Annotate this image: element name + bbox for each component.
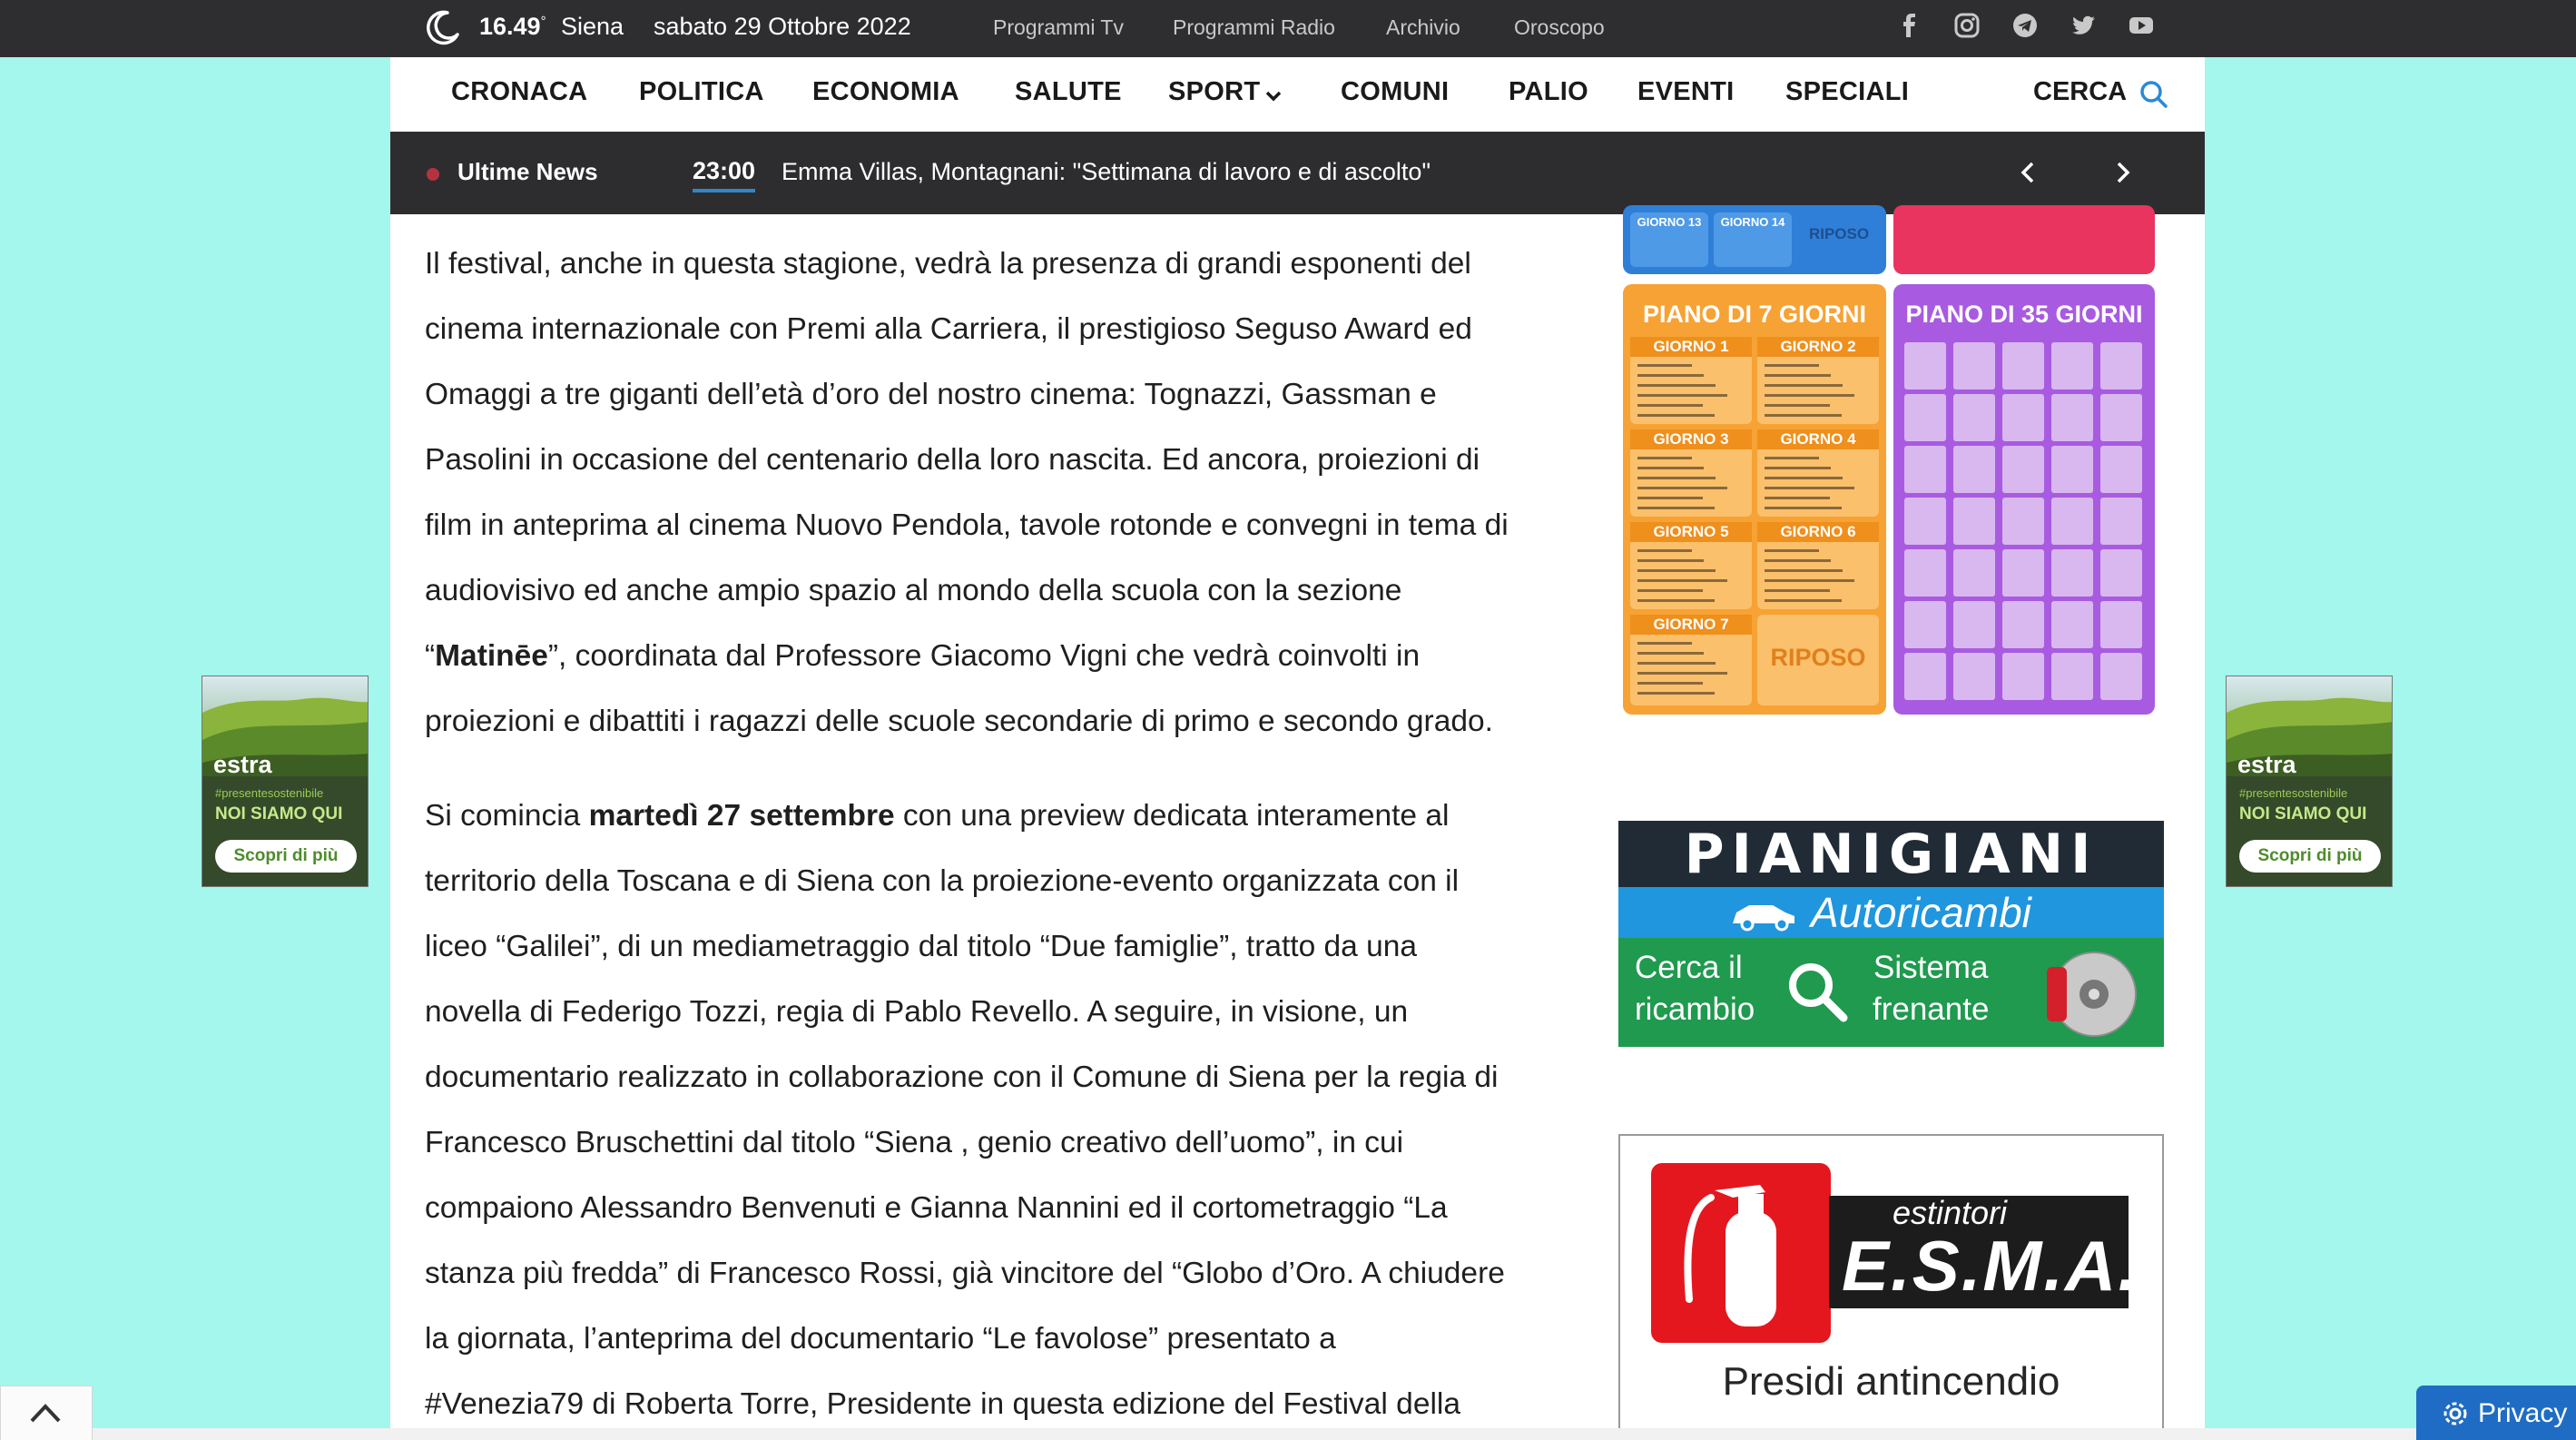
day-label: GIORNO 7 [1630, 615, 1752, 635]
estra-logo: estra [2237, 751, 2296, 778]
article-paragraph-1 [425, 232, 1605, 755]
plan-pink-partial [1893, 205, 2155, 274]
day-cell [2051, 342, 2093, 390]
banner-hashtag: #presentesostenibile [2239, 786, 2348, 800]
link-programmi-tv[interactable]: Programmi Tv [993, 15, 1124, 39]
pianigiani-sub-bar [1618, 887, 2164, 938]
exercise-line [1765, 569, 1843, 572]
day-cell [1953, 549, 1995, 597]
bottom-strip [0, 1428, 2576, 1440]
day-cell [2051, 446, 2093, 493]
chevron-up-icon [28, 1401, 63, 1425]
esma-brand: E.S.M.A. [1842, 1226, 2140, 1306]
nav-comuni[interactable]: COMUNI [1341, 77, 1450, 106]
exercise-line [1637, 579, 1727, 582]
text-line: film in anteprima al cinema Nuovo Pendola, tavole rotonde e convegni in tema di [425, 508, 1509, 542]
day-cell [2002, 601, 2044, 648]
exercise-line [1765, 487, 1854, 489]
day-cell [1904, 601, 1946, 648]
cerca-ricambio[interactable]: Cerca il ricambio [1635, 950, 1755, 1027]
exercise-line [1637, 374, 1704, 377]
exercise-line [1765, 394, 1854, 397]
day-cell [2002, 653, 2044, 700]
day-label: GIORNO 3 [1630, 429, 1752, 449]
exercise-line [1637, 414, 1715, 417]
twitter-icon[interactable] [2070, 12, 2097, 39]
rest-label: RIPOSO [1770, 644, 1866, 671]
day-cell [1904, 549, 1946, 597]
text-line: #Venezia79 di Roberta Torre, Presidente in questa edizione del Festival della [425, 1387, 1460, 1421]
nav-economia[interactable]: ECONOMIA [812, 77, 959, 106]
privacy-label: Privacy [2478, 1398, 2568, 1428]
search-label[interactable]: CERCA [2033, 77, 2128, 106]
exercise-line [1637, 384, 1716, 387]
page-container [390, 57, 2205, 1440]
plan-title: PIANO DI 35 GIORNI [1905, 301, 2143, 328]
privacy-button[interactable] [2416, 1386, 2576, 1440]
day-cell [2051, 549, 2093, 597]
text-line: proiezioni e dibattiti i ragazzi delle scuole secondarie di primo e secondo grado. [425, 705, 1493, 738]
exercise-line [1765, 477, 1843, 479]
day-label: GIORNO 2 [1757, 337, 1879, 357]
scroll-to-top-button[interactable] [0, 1386, 93, 1440]
day-cell [2002, 549, 2044, 597]
day-cell [2002, 342, 2044, 390]
exercise-line [1765, 414, 1842, 417]
plan-title: PIANO DI 7 GIORNI [1642, 301, 1867, 328]
day-cell [2100, 394, 2142, 441]
text-line: compaiono Alessandro Benvenuti e Gianna Nannini ed il cortometraggio “La [425, 1191, 1448, 1225]
news-ticker [390, 132, 2205, 214]
day-cell [2002, 446, 2044, 493]
pianigiani-actions [1618, 938, 2164, 1047]
day-cell [1953, 498, 1995, 545]
day-cell [1904, 653, 1946, 700]
exercise-line [1765, 549, 1819, 552]
text-line: la giornata, l’anteprima del documentario “Le favolose” presentato a [425, 1322, 1336, 1356]
text-line: Pasolini in occasione del centenario della loro nascita. Ed ancora, proiezioni di [425, 443, 1480, 477]
day-cell [1904, 394, 1946, 441]
main-nav [390, 57, 2205, 132]
day-cell [2100, 446, 2142, 493]
exercise-line [1637, 569, 1716, 572]
nav-palio[interactable]: PALIO [1509, 77, 1588, 106]
exercise-line [1765, 457, 1819, 459]
day-cell [1953, 342, 1995, 390]
exercise-line [1637, 549, 1692, 552]
exercise-line [1765, 364, 1819, 367]
estra-banner-left[interactable] [202, 676, 369, 887]
workout-plans-ad[interactable] [1621, 214, 2166, 786]
plan-blue-partial [1623, 205, 1886, 274]
pianigiani-sub: Autoricambi [1811, 889, 2031, 936]
chevron-left-icon[interactable] [2015, 159, 2042, 186]
day-label: GIORNO 4 [1757, 429, 1879, 449]
day-block [1630, 212, 1708, 267]
text-line: Il festival, anche in questa stagione, vedrà la presenza di grandi esponenti del [425, 247, 1471, 281]
text-line: Omaggi a tre giganti dell’età d’oro del nostro cinema: Tognazzi, Gassman e [425, 378, 1437, 411]
top-bar [0, 0, 2576, 57]
exercise-line [1637, 692, 1715, 695]
nav-speciali[interactable]: SPECIALI [1785, 77, 1910, 106]
brake-disc-icon [2020, 949, 2147, 1040]
pianigiani-brand: PIANIGIANI [1618, 821, 2164, 887]
text-line: Si comincia martedì 27 settembre con una preview dedicata interamente al [425, 799, 1450, 833]
nav-sport[interactable]: SPORT [1168, 77, 1261, 106]
day-cell [2100, 342, 2142, 390]
banner-hashtag: #presentesostenibile [215, 786, 324, 800]
link-archivio[interactable]: Archivio [1386, 15, 1460, 39]
day-block [1630, 429, 1752, 517]
exercise-line [1637, 652, 1704, 655]
exercise-line [1765, 467, 1831, 469]
exercise-line [1637, 467, 1704, 469]
scopri-button[interactable]: Scopri di più [2239, 840, 2381, 873]
day-label: GIORNO 1 [1630, 337, 1752, 357]
youtube-icon[interactable] [2128, 12, 2155, 39]
exercise-line [1765, 384, 1843, 387]
link-oroscopo[interactable]: Oroscopo [1514, 15, 1605, 39]
search-icon [1784, 958, 1853, 1027]
exercise-line [1765, 507, 1842, 509]
exercise-line [1765, 559, 1831, 562]
chevron-down-icon[interactable] [1263, 86, 1283, 106]
day-cell [1953, 653, 1995, 700]
temperature: 16.49° [479, 13, 546, 40]
current-date: sabato 29 Ottobre 2022 [654, 13, 911, 40]
gear-icon [2440, 1398, 2471, 1429]
day-cell [2002, 498, 2044, 545]
ticker-headline[interactable]: Emma Villas, Montagnani: "Settimana di lavoro e di ascolto" [782, 158, 1431, 185]
day-label: GIORNO 5 [1630, 522, 1752, 542]
text-line: territorio della Toscana e di Siena con la proiezione-evento organizzata con il [425, 864, 1460, 898]
esma-small: estintori [1893, 1194, 2008, 1231]
exercise-line [1637, 682, 1703, 685]
text-line: liceo “Galilei”, di un mediametraggio dal titolo “Due famiglie”, tratto da una [425, 930, 1418, 963]
day-cell [2002, 394, 2044, 441]
ticker-label: Ultime News [457, 158, 598, 185]
banner-headline: NOI SIAMO QUI [2239, 804, 2367, 824]
search-icon[interactable] [2138, 79, 2169, 110]
day-cell [2051, 498, 2093, 545]
exercise-line [1637, 457, 1692, 459]
day-cell [2051, 601, 2093, 648]
telegram-icon[interactable] [2011, 12, 2039, 39]
day-cell [2100, 601, 2142, 648]
exercise-line [1637, 642, 1692, 645]
rest-label: RIPOSO [1808, 225, 1870, 242]
esma-brand-bar [1829, 1194, 2140, 1308]
day-block [1757, 429, 1879, 517]
rest-block [1757, 615, 1879, 705]
day-cell [1953, 446, 1995, 493]
nav-cronaca[interactable]: CRONACA [451, 77, 588, 106]
fire-extinguisher-icon [1678, 1172, 1805, 1336]
link-programmi-radio[interactable]: Programmi Radio [1173, 15, 1335, 39]
text-line: Francesco Bruschettini dal titolo “Siena , genio creativo dell’uomo”, in cui [425, 1126, 1404, 1159]
day-cell [1904, 342, 1946, 390]
moon-icon [423, 7, 463, 47]
exercise-line [1765, 404, 1830, 407]
facebook-icon[interactable] [1895, 12, 1922, 39]
city: Siena [561, 13, 624, 40]
text-line: novella di Federigo Tozzi, regia di Pablo Revello. A seguire, in visione, un [425, 995, 1409, 1029]
sistema-frenante[interactable]: Sistema frenante [1873, 950, 1990, 1027]
day-cell [2051, 653, 2093, 700]
exercise-line [1637, 507, 1715, 509]
exercise-line [1637, 672, 1727, 675]
text-line: stanza più fredda” di Francesco Rossi, già vincitore del “Globo d’Oro. A chiudere [425, 1257, 1505, 1290]
day-block [1630, 615, 1752, 705]
estra-logo: estra [213, 751, 272, 778]
day-block [1630, 522, 1752, 609]
exercise-line [1765, 589, 1830, 592]
nav-eventi[interactable]: EVENTI [1637, 77, 1735, 106]
pianigiani-ad[interactable] [1618, 821, 2164, 1047]
exercise-line [1637, 477, 1716, 479]
esma-ad[interactable] [1618, 1134, 2164, 1440]
day-cell [2051, 394, 2093, 441]
plan-35-days [1893, 284, 2155, 715]
exercise-line [1765, 579, 1854, 582]
day-cell [2100, 653, 2142, 700]
article-paragraph-2 [425, 784, 1605, 1437]
live-dot [427, 168, 439, 181]
exercise-line [1765, 497, 1830, 499]
nav-politica[interactable]: POLITICA [639, 77, 764, 106]
day-cell [2100, 498, 2142, 545]
scopri-button[interactable]: Scopri di più [215, 840, 357, 873]
plan-7-days [1623, 284, 1886, 715]
esma-tagline: Presidi antincendio [1722, 1359, 2060, 1404]
article-body [425, 232, 1605, 1437]
exercise-line [1637, 364, 1692, 367]
text-line: audiovisivo ed anche ampio spazio al mondo della scuola con la sezione [425, 574, 1402, 607]
matinee-bold: Matinēe [435, 639, 548, 673]
exercise-line [1637, 404, 1703, 407]
exercise-line [1637, 497, 1703, 499]
date-bold: martedì 27 settembre [588, 799, 895, 833]
text-line: “Matinēe”, coordinata dal Professore Giacomo Vigni che vedrà coinvolti in [425, 639, 1421, 673]
estra-banner-right[interactable] [2226, 676, 2393, 887]
chevron-right-icon[interactable] [2109, 159, 2136, 186]
car-icon [1727, 896, 1800, 932]
day-block [1714, 212, 1792, 267]
instagram-icon[interactable] [1953, 12, 1981, 39]
day-cell [1904, 498, 1946, 545]
exercise-line [1637, 559, 1704, 562]
day-cell [2100, 549, 2142, 597]
banner-headline: NOI SIAMO QUI [215, 804, 343, 824]
nav-salute[interactable]: SALUTE [1015, 77, 1122, 106]
exercise-line [1765, 599, 1842, 602]
ticker-time: 23:00 [693, 157, 755, 192]
exercise-line [1637, 662, 1716, 665]
day-block [1630, 337, 1752, 424]
text-line: cinema internazionale con Premi alla Carriera, il prestigioso Seguso Award ed [425, 312, 1472, 346]
exercise-line [1637, 394, 1727, 397]
exercise-line [1637, 487, 1727, 489]
day-label: GIORNO 6 [1757, 522, 1879, 542]
text-line: documentario realizzato in collaborazione con il Comune di Siena per la regia di [425, 1060, 1499, 1094]
exercise-line [1637, 589, 1703, 592]
day-label: GIORNO 14 [1720, 215, 1785, 229]
day-cell [1953, 394, 1995, 441]
exercise-line [1637, 599, 1715, 602]
exercise-line [1765, 374, 1831, 377]
day-cell [1904, 446, 1946, 493]
day-label: GIORNO 13 [1637, 215, 1702, 229]
day-cell [1953, 601, 1995, 648]
day-block [1757, 522, 1879, 609]
day-block [1757, 337, 1879, 424]
